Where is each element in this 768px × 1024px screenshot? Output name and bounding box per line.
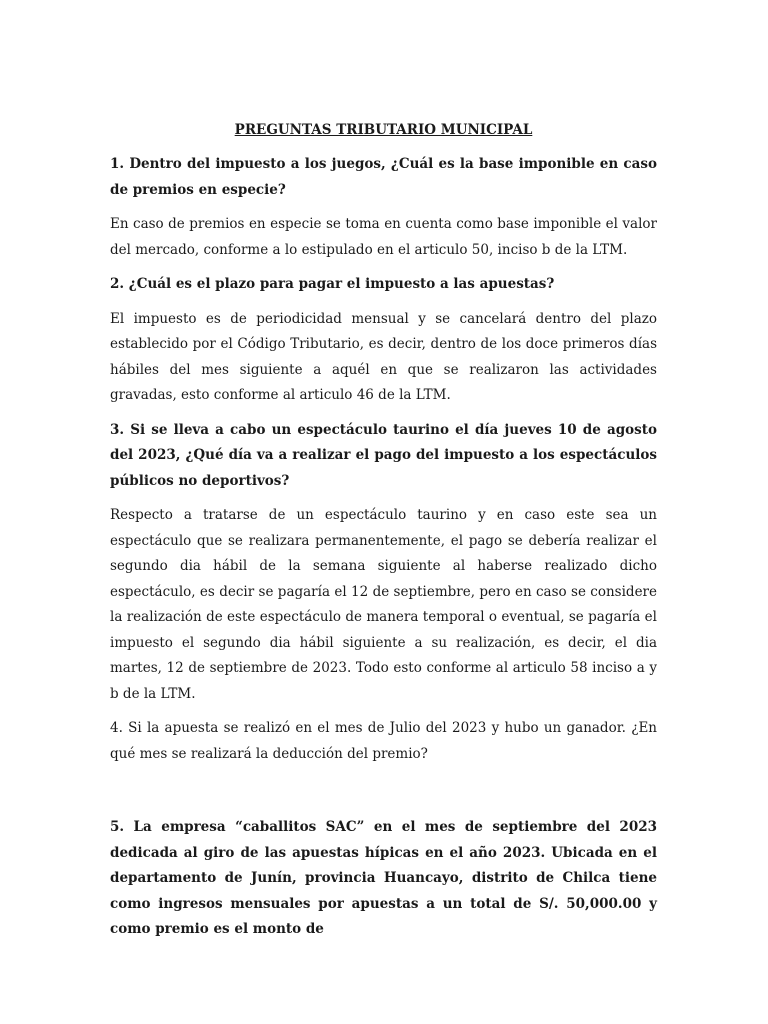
question-3: 3. Si se lleva a cabo un espectáculo taurino el día jueves 10 de agosto del 2023, ¿Qué día va a realizar el pago del impuesto a los espectáculos públicos no deportivos? [110, 421, 657, 489]
answer-1: En caso de premios en especie se toma en cuenta como base imponible el valor del mercado, conforme a lo estipulado en el articulo 50, inciso b de la LTM. [110, 216, 657, 258]
document-title: PREGUNTAS TRIBUTARIO MUNICIPAL [234, 122, 533, 138]
answer-3: Respecto a tratarse de un espectáculo taurino y en caso este sea un espectáculo que se realizara permanentemente, el pago se debería realizar el segundo dia hábil de la semana siguiente al haberse realizado dicho espectáculo, es decir se pagaría el 12 de septiembre, pero en caso se considere la realización de este espectáculo de manera temporal o eventual, se pagaría el impuesto el segundo dia hábil siguiente a su realización, es decir, el dia martes, 12 de septiembre de 2023. Todo esto conforme al articulo 58 inciso a y b de la LTM. [110, 507, 657, 702]
question-2: 2. ¿Cuál es el plazo para pagar el impuesto a las apuestas? [110, 276, 555, 292]
question-1: 1. Dentro del impuesto a los juegos, ¿Cuál es la base imponible en caso de premios en especie? [110, 156, 657, 198]
question-5: 5. La empresa “caballitos SAC” en el mes de septiembre del 2023 dedicada al giro de las apuestas hípicas en el año 2023. Ubicada en el departamento de Junín, provincia Huancayo, distrito de Chilca tiene como ingresos mensuales por apuestas a un total de S/. 50,000.00 y como premio es el monto de [110, 819, 657, 937]
answer-2: El impuesto es de periodicidad mensual y se cancelará dentro del plazo establecido por el Código Tributario, es decir, dentro de los doce primeros días hábiles del mes siguiente a aquél en que se realizaron las actividades gravadas, esto conforme al articulo 46 de la LTM. [110, 310, 657, 403]
question-4: 4. Si la apuesta se realizó en el mes de Julio del 2023 y hubo un ganador. ¿En qué mes se realizará la deducción del premio? [110, 720, 657, 762]
document-page [110, 118, 657, 943]
